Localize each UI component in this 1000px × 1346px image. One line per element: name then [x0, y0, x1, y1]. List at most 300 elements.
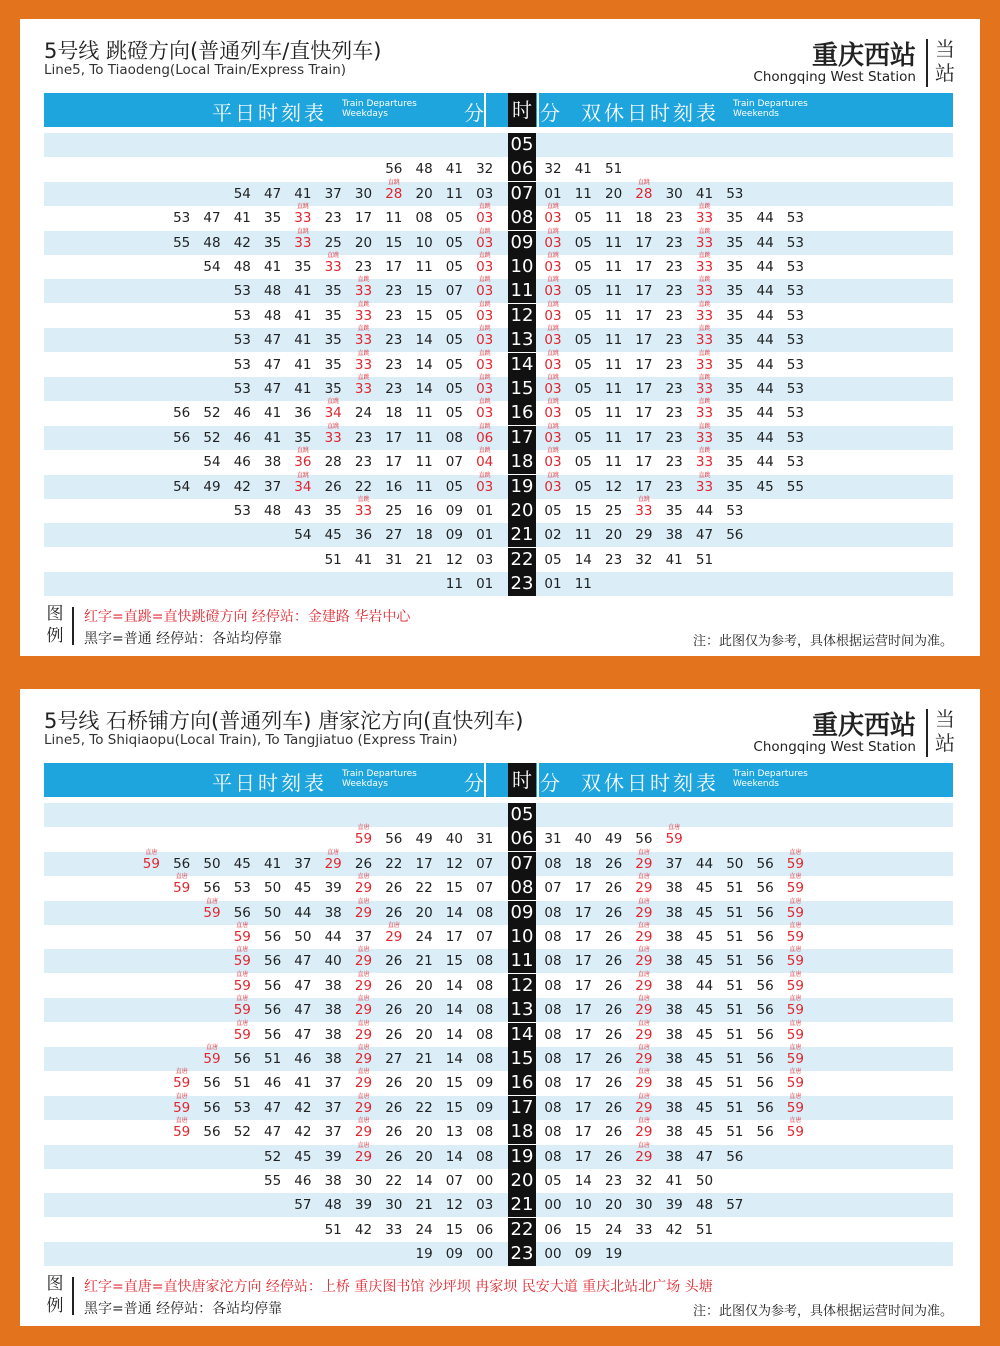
- minute-value: 11: [415, 429, 433, 446]
- minute-value: 15: [445, 1221, 463, 1238]
- weekend-minute: [720, 527, 750, 543]
- weekday-minute-express: [288, 227, 318, 251]
- minute-value: 38: [665, 527, 683, 544]
- weekend-minute: [750, 430, 780, 446]
- weekday-minute: [288, 1173, 318, 1189]
- minute-value: 38: [665, 1075, 683, 1092]
- minute-value: 41: [264, 259, 282, 275]
- minute-value: 48: [324, 1197, 342, 1214]
- weekend-minute: [659, 381, 689, 397]
- header-gap: [484, 763, 486, 797]
- minute-value: 05: [574, 429, 592, 446]
- minute-value: 11: [605, 332, 623, 349]
- hour-cell: 07: [508, 852, 536, 876]
- weekday-minute: [227, 332, 257, 348]
- minute-value: 14: [445, 904, 463, 921]
- weekend-minute: [599, 259, 629, 275]
- hour-cell: 07: [508, 182, 536, 206]
- minute-value: 44: [756, 234, 774, 251]
- weekday-minute: [318, 1173, 348, 1189]
- weekday-minute: [258, 953, 288, 969]
- weekend-minute: [659, 1149, 689, 1165]
- weekend-minute: [690, 978, 720, 994]
- weekend-minute-express: [780, 946, 810, 970]
- minute-value: 56: [173, 405, 191, 422]
- weekend-minute: [720, 503, 750, 519]
- weekday-minute: [227, 430, 257, 446]
- minute-value: 03: [476, 1197, 494, 1214]
- weekday-minute: [349, 929, 379, 945]
- weekend-minute: [568, 1222, 598, 1238]
- minute-value: 22: [385, 855, 403, 872]
- weekday-minute: [258, 405, 288, 421]
- weekday-minute: [288, 527, 318, 543]
- weekday-minute: [227, 283, 257, 299]
- weekend-minute-express: [690, 276, 720, 300]
- minute-value: 45: [324, 527, 342, 544]
- weekend-minute: [568, 479, 598, 495]
- current-station-tag: 当 站: [935, 707, 955, 755]
- weekend-minute: [568, 1051, 598, 1067]
- minute-value: 33: [695, 429, 714, 446]
- weekend-minute: [690, 1100, 720, 1116]
- weekend-minute: [720, 929, 750, 945]
- minute-value: 29: [354, 1124, 373, 1141]
- weekend-minute-express: [690, 203, 720, 227]
- weekend-minute-express: [538, 349, 568, 373]
- weekend-minute: [538, 1002, 568, 1018]
- hour-cell: 09: [508, 231, 536, 255]
- weekend-minute: [659, 1002, 689, 1018]
- express-tag: 直跳: [478, 422, 491, 430]
- hour-cell: 15: [508, 1047, 536, 1071]
- weekend-minute: [538, 1173, 568, 1189]
- express-tag: 直跳: [357, 276, 370, 284]
- hour-cell: 16: [508, 401, 536, 425]
- minute-value: 50: [264, 880, 282, 897]
- weekday-minute: [258, 1075, 288, 1091]
- minute-value: 33: [635, 503, 653, 519]
- minute-value: 17: [385, 454, 403, 471]
- weekend-minute: [750, 381, 780, 397]
- weekend-minute: [780, 259, 810, 275]
- weekday-minute: [288, 880, 318, 896]
- minute-value: 46: [233, 454, 251, 471]
- express-tag: 直唐: [175, 1068, 188, 1076]
- express-tag: 直唐: [668, 824, 681, 832]
- express-tag: 直唐: [637, 848, 650, 856]
- weekday-minute-express: [167, 873, 197, 897]
- weekday-minute-express: [349, 1068, 379, 1092]
- minute-value: 59: [233, 929, 251, 945]
- minute-value: 29: [635, 1075, 653, 1092]
- weekday-minute-express: [227, 922, 257, 945]
- weekend-minute-express: [780, 1019, 810, 1043]
- minute-value: 37: [324, 185, 342, 202]
- minute-value: 44: [294, 904, 312, 921]
- minute-value: 56: [264, 929, 282, 945]
- minute-value: 33: [354, 283, 373, 300]
- minute-value: 22: [415, 1099, 433, 1116]
- weekday-minute: [439, 856, 469, 872]
- minute-value: 41: [294, 307, 312, 324]
- hour-cell: 16: [508, 1071, 536, 1095]
- minute-value: 47: [294, 1026, 312, 1043]
- minute-value: 41: [294, 1075, 312, 1092]
- minute-value: 09: [476, 1075, 494, 1092]
- weekend-minute: [568, 1100, 598, 1116]
- timetable-row: [44, 922, 953, 949]
- minute-value: 17: [574, 1099, 592, 1116]
- express-tag: 直跳: [387, 178, 400, 186]
- express-tag: 直跳: [478, 252, 491, 259]
- weekday-minute: [318, 1051, 348, 1067]
- minute-value: 53: [233, 880, 251, 897]
- weekday-minute: [288, 381, 318, 397]
- weekday-minute: [439, 953, 469, 969]
- express-tag: 直唐: [205, 897, 218, 905]
- legend-express: 红字=直唐=直快唐家沱方向 经停站：上桥 重庆图书馆 沙坪坝 冉家坝 民安大道 重庆北站北广场 头塘: [84, 1279, 713, 1295]
- minute-value: 50: [726, 855, 744, 872]
- express-tag: 直跳: [698, 349, 711, 357]
- weekday-minute: [318, 929, 348, 945]
- weekday-minute: [258, 1124, 288, 1140]
- minute-value: 03: [544, 356, 562, 373]
- weekend-minute: [720, 479, 750, 495]
- weekday-minute-express: [349, 1117, 379, 1141]
- minute-header-right: 分: [540, 101, 560, 125]
- minute-value: 00: [544, 1197, 562, 1214]
- weekend-minute: [538, 856, 568, 872]
- section-subtitle: Line5, To Tiaodeng(Local Train/Express Train): [44, 62, 347, 78]
- minute-value: 48: [415, 161, 433, 178]
- weekend-minute: [599, 283, 629, 299]
- weekend-minute: [538, 929, 568, 945]
- weekend-minute-express: [538, 447, 568, 471]
- minute-value: 56: [264, 1026, 282, 1043]
- weekend-minute: [538, 880, 568, 896]
- minute-value: 56: [756, 880, 774, 897]
- minute-value: 38: [665, 1148, 683, 1165]
- weekday-minute: [258, 454, 288, 470]
- weekday-minute-express: [470, 398, 500, 422]
- weekday-minute-express: [349, 897, 379, 921]
- weekend-minute-express: [538, 276, 568, 300]
- weekday-minute: [197, 210, 227, 226]
- weekend-minute: [568, 1149, 598, 1165]
- weekend-minute: [690, 880, 720, 896]
- minute-value: 11: [574, 185, 592, 202]
- minute-value: 56: [264, 953, 282, 970]
- weekday-minute: [470, 1246, 500, 1262]
- weekday-title-en: Train Departures Weekdays: [342, 769, 417, 789]
- minute-value: 37: [665, 855, 683, 872]
- weekend-minute: [629, 454, 659, 470]
- minute-value: 51: [726, 880, 744, 897]
- weekday-minute: [379, 308, 409, 324]
- minute-value: 26: [385, 1075, 403, 1092]
- minute-value: 40: [324, 953, 342, 970]
- weekend-minute: [568, 1197, 598, 1213]
- minute-value: 44: [756, 210, 774, 227]
- minute-value: 47: [695, 527, 714, 544]
- weekday-minute-express: [167, 1068, 197, 1092]
- minute-value: 39: [324, 1148, 342, 1165]
- minute-value: 29: [354, 1051, 373, 1067]
- minute-value: 29: [635, 855, 653, 872]
- minute-value: 51: [726, 929, 744, 945]
- hour-cell: 13: [508, 328, 536, 352]
- minute-value: 56: [756, 1002, 774, 1019]
- minute-value: 23: [665, 259, 683, 275]
- weekend-minute: [659, 1075, 689, 1091]
- minute-value: 05: [445, 381, 463, 397]
- weekend-minute: [599, 1173, 629, 1189]
- minute-value: 11: [605, 429, 623, 446]
- express-tag: 直跳: [296, 227, 309, 235]
- weekday-minute: [379, 1124, 409, 1140]
- express-tag: 直唐: [789, 1068, 802, 1076]
- minute-value: 47: [264, 1099, 282, 1116]
- minute-value: 35: [726, 259, 744, 275]
- timetable-row: [44, 1218, 953, 1242]
- minute-value: 51: [264, 1051, 282, 1067]
- express-tag: 直跳: [546, 252, 559, 259]
- hour-cell: 21: [508, 1193, 536, 1217]
- minute-value: 14: [574, 551, 592, 568]
- weekday-minute: [258, 332, 288, 348]
- weekday-minute: [439, 929, 469, 945]
- weekend-minute-express: [538, 398, 568, 422]
- weekend-minute-express: [629, 496, 659, 519]
- hour-cell: 05: [508, 133, 536, 157]
- weekday-minute: [167, 479, 197, 495]
- minute-value: 26: [385, 904, 403, 921]
- minute-value: 41: [354, 551, 373, 568]
- express-tag: 直唐: [637, 1117, 650, 1125]
- weekday-minute: [470, 1075, 500, 1091]
- minute-value: 51: [726, 904, 744, 921]
- weekend-minute-express: [690, 325, 720, 349]
- minute-value: 33: [695, 259, 714, 275]
- minute-value: 53: [233, 307, 251, 324]
- minute-value: 03: [544, 381, 562, 397]
- minute-value: 53: [233, 503, 251, 519]
- minute-value: 36: [294, 405, 312, 422]
- minute-value: 17: [574, 880, 592, 897]
- timetable-row: [44, 157, 953, 181]
- hour-cell: 23: [508, 1242, 536, 1266]
- minute-value: 23: [605, 551, 623, 568]
- minute-value: 03: [544, 405, 562, 422]
- minute-value: 08: [544, 1002, 562, 1019]
- minute-value: 05: [574, 356, 592, 373]
- weekday-minute: [349, 1222, 379, 1238]
- minute-value: 08: [544, 855, 562, 872]
- express-tag: 直唐: [789, 995, 802, 1003]
- minute-value: 49: [203, 478, 221, 495]
- weekend-minute-express: [538, 374, 568, 397]
- express-tag: 直跳: [478, 227, 491, 235]
- weekend-minute: [568, 1246, 598, 1262]
- minute-value: 47: [264, 1124, 282, 1141]
- weekday-minute: [379, 1222, 409, 1238]
- station-name-en: Chongqing West Station: [753, 739, 916, 755]
- minute-value: 42: [665, 1221, 683, 1238]
- weekday-minute: [349, 210, 379, 226]
- minute-value: 46: [294, 1051, 312, 1067]
- weekday-minute: [318, 210, 348, 226]
- weekday-minute: [470, 1222, 500, 1238]
- minute-value: 56: [756, 929, 774, 945]
- minute-value: 08: [544, 929, 562, 945]
- weekday-minute: [409, 1124, 439, 1140]
- minute-value: 03: [476, 185, 494, 202]
- weekend-minute: [659, 1222, 689, 1238]
- minute-value: 56: [756, 1075, 774, 1092]
- minute-value: 15: [385, 234, 403, 251]
- minute-value: 51: [726, 1124, 744, 1141]
- minute-value: 31: [385, 551, 403, 568]
- minute-value: 03: [476, 551, 494, 568]
- weekend-minute: [568, 831, 598, 847]
- weekend-minute: [599, 953, 629, 969]
- weekday-minute: [227, 357, 257, 373]
- hour-cell: 11: [508, 279, 536, 303]
- minute-value: 05: [544, 551, 562, 568]
- minute-value: 44: [695, 855, 714, 872]
- minute-value: 23: [665, 332, 683, 349]
- minute-value: 14: [415, 1173, 433, 1189]
- weekday-minute: [439, 405, 469, 421]
- weekend-minute: [720, 880, 750, 896]
- minute-value: 20: [605, 185, 623, 202]
- minute-value: 52: [264, 1148, 282, 1165]
- minute-value: 05: [445, 307, 463, 324]
- minute-value: 19: [415, 1246, 433, 1263]
- minute-value: 32: [635, 551, 653, 568]
- weekend-minute-express: [629, 178, 659, 202]
- weekday-minute: [288, 856, 318, 872]
- minute-value: 26: [605, 1124, 623, 1141]
- minute-value: 29: [354, 1075, 373, 1092]
- weekday-minute: [318, 1149, 348, 1165]
- weekend-minute: [599, 856, 629, 872]
- minute-value: 35: [726, 429, 744, 446]
- weekend-minute: [659, 503, 689, 519]
- weekend-minute: [568, 953, 598, 969]
- weekday-minute: [439, 1222, 469, 1238]
- minute-value: 24: [354, 405, 373, 422]
- weekend-minute: [659, 880, 689, 896]
- minute-value: 15: [445, 1099, 463, 1116]
- minute-value: 44: [756, 356, 774, 373]
- weekend-minute: [750, 357, 780, 373]
- weekday-minute: [439, 357, 469, 373]
- weekday-minute: [349, 186, 379, 202]
- weekend-minute: [720, 978, 750, 994]
- weekend-minute-express: [780, 1092, 810, 1116]
- minute-value: 17: [635, 429, 653, 446]
- weekday-minute: [439, 161, 469, 177]
- minute-value: 00: [476, 1173, 494, 1189]
- weekend-minute: [750, 454, 780, 470]
- minute-value: 26: [385, 1002, 403, 1019]
- minute-value: 38: [665, 1099, 683, 1116]
- minute-value: 23: [665, 234, 683, 251]
- weekend-minute: [568, 210, 598, 226]
- minute-value: 52: [203, 405, 221, 422]
- timetable-card-shiqiaopu: [20, 689, 980, 1326]
- weekend-minute-express: [690, 398, 720, 422]
- minute-value: 51: [726, 1002, 744, 1019]
- weekday-minute: [197, 856, 227, 872]
- weekend-minute: [720, 357, 750, 373]
- minute-value: 07: [445, 454, 463, 471]
- hour-cell: 22: [508, 1218, 536, 1242]
- minute-value: 55: [786, 478, 804, 495]
- weekend-minute: [690, 953, 720, 969]
- minute-value: 59: [786, 953, 804, 970]
- minute-value: 59: [786, 1051, 804, 1067]
- minute-value: 45: [294, 1148, 312, 1165]
- express-tag: 直唐: [637, 897, 650, 905]
- weekend-minute: [568, 1075, 598, 1091]
- minute-value: 53: [786, 429, 804, 446]
- minute-value: 17: [385, 259, 403, 275]
- minute-value: 35: [324, 381, 342, 397]
- minute-value: 26: [605, 953, 623, 970]
- express-tag: 直唐: [637, 1044, 650, 1051]
- weekend-minute: [568, 576, 598, 592]
- express-tag: 直跳: [546, 203, 559, 211]
- minute-value: 01: [544, 185, 562, 202]
- weekday-minute-express: [470, 471, 500, 495]
- weekday-minute: [409, 259, 439, 275]
- minute-value: 11: [605, 356, 623, 373]
- weekend-minute: [599, 332, 629, 348]
- minute-value: 45: [695, 1099, 714, 1116]
- weekday-minute: [258, 210, 288, 226]
- minute-value: 44: [756, 283, 774, 300]
- weekday-minute: [227, 905, 257, 921]
- minute-value: 09: [445, 527, 463, 544]
- weekday-minute: [227, 235, 257, 251]
- minute-value: 26: [605, 880, 623, 897]
- minute-value: 54: [203, 259, 221, 275]
- weekend-minute: [690, 552, 720, 568]
- minute-value: 23: [385, 356, 403, 373]
- weekend-minute: [568, 929, 598, 945]
- weekday-minute: [439, 576, 469, 592]
- minute-value: 35: [726, 454, 744, 471]
- weekday-minute: [288, 308, 318, 324]
- minute-value: 59: [786, 1026, 804, 1043]
- minute-value: 20: [415, 1026, 433, 1043]
- weekday-minute-express: [288, 471, 318, 495]
- minute-value: 53: [786, 381, 804, 397]
- express-tag: 直唐: [357, 995, 370, 1003]
- timetable-row: [44, 1169, 953, 1193]
- express-tag: 直唐: [789, 922, 802, 929]
- weekend-minute-express: [538, 252, 568, 275]
- weekday-minute: [379, 503, 409, 519]
- current-station-tag: 当 站: [935, 37, 955, 85]
- minute-value: 17: [574, 1075, 592, 1092]
- minute-value: 03: [544, 210, 562, 227]
- minute-value: 37: [324, 1124, 342, 1141]
- minute-value: 03: [544, 307, 562, 324]
